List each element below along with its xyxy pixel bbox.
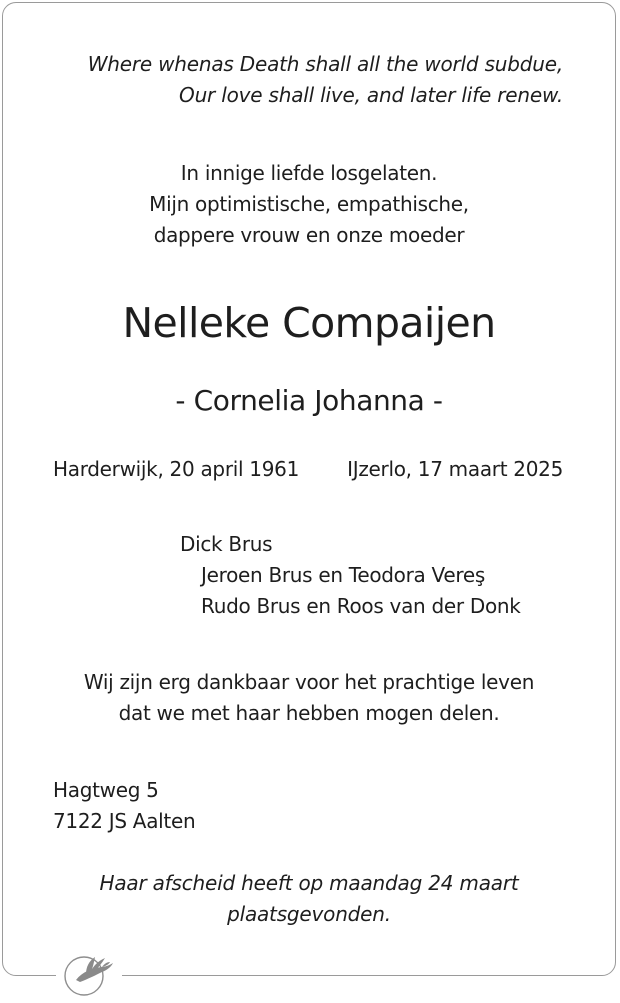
thanks-line: Wij zijn erg dankbaar voor het prachtige leven bbox=[83, 670, 535, 694]
family-member: Dick Brus bbox=[180, 532, 273, 556]
correspondence-address bbox=[53, 775, 195, 837]
birth-date-place: Harderwijk, 20 april 1961 bbox=[53, 457, 300, 481]
poem-line: Our love shall live, and later life renew. bbox=[179, 83, 563, 107]
farewell-note bbox=[3, 868, 615, 930]
thanks-line: dat we met haar hebben mogen delen. bbox=[118, 701, 500, 725]
address-street: Hagtweg 5 bbox=[53, 778, 159, 802]
address-postal-city: 7122 JS Aalten bbox=[53, 809, 196, 833]
poem-line: Where whenas Death shall all the world subdue, bbox=[87, 52, 563, 76]
death-date-place: IJzerlo, 17 maart 2025 bbox=[347, 457, 563, 481]
intro-line: In innige liefde losgelaten. bbox=[180, 161, 438, 185]
poem-quote bbox=[88, 49, 563, 111]
family-member: Rudo Brus en Roos van der Donk bbox=[201, 594, 521, 618]
thanks-text bbox=[3, 667, 615, 729]
family-list bbox=[180, 529, 521, 622]
intro-line: dappere vrouw en onze moeder bbox=[153, 223, 465, 247]
intro-line: Mijn optimistische, empathische, bbox=[149, 192, 469, 216]
family-member: Jeroen Brus en Teodora Vereş bbox=[201, 563, 485, 587]
deceased-name: Nelleke Compaijen bbox=[122, 299, 496, 347]
farewell-line: plaatsgevonden. bbox=[227, 902, 391, 926]
dove-icon bbox=[56, 950, 122, 999]
deceased-full-name: - Cornelia Johanna - bbox=[175, 384, 443, 417]
intro-text bbox=[3, 158, 615, 251]
announcement-card bbox=[2, 2, 616, 976]
farewell-line: Haar afscheid heeft op maandag 24 maart bbox=[99, 871, 519, 895]
